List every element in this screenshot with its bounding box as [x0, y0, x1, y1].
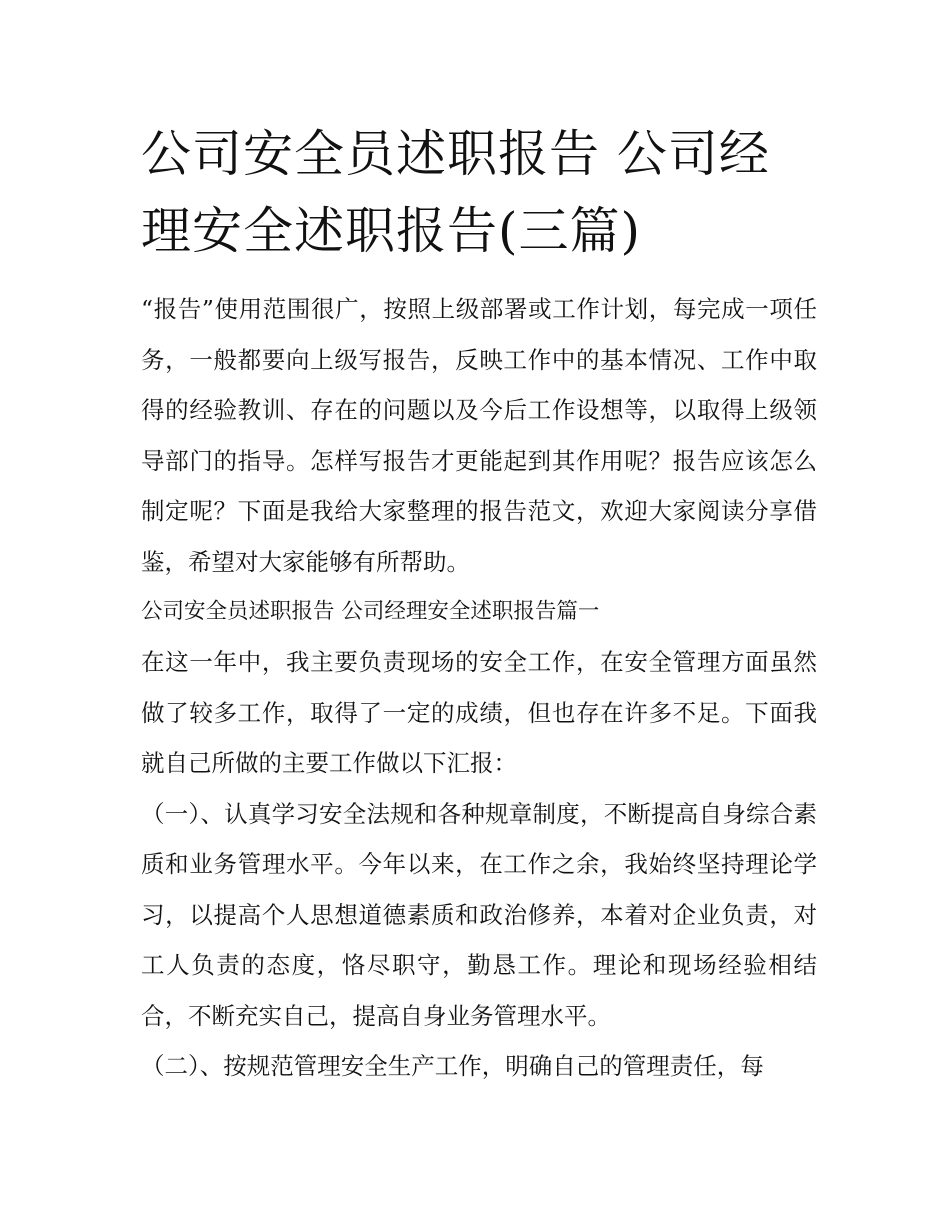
- intro-paragraph: “报告”使用范围很广，按照上级部署或工作计划，每完成一项任务，一般都要向上级写报告，反映工作中的基本情况、工作中取得的经验教训、存在的问题以及今后工作设想等，以取得上级领导部门的指导。怎样写报告才更能起到其作用呢？报告应该怎么制定呢？下面是我给大家整理的报告范文，欢迎大家阅读分享借鉴，希望对大家能够有所帮助。: [141, 295, 817, 576]
- document-body: [141, 116, 817, 1092]
- section-heading: 公司安全员述职报告 公司经理安全述职报告篇一: [141, 599, 600, 624]
- document-title: 公司安全员述职报告 公司经理安全述职报告(三篇): [141, 125, 770, 260]
- body-paragraph: 在这一年中，我主要负责现场的安全工作，在安全管理方面虽然做了较多工作，取得了一定的成绩，但也存在许多不足。下面我就自己所做的主要工作做以下汇报：: [141, 648, 817, 777]
- body-paragraph: （二）、按规范管理安全生产工作，明确自己的管理责任，每: [141, 1052, 764, 1080]
- body-paragraph: （一）、认真学习安全法规和各种规章制度，不断提高自身综合素质和业务管理水平。今年以来，在工作之余，我始终坚持理论学习，以提高个人思想道德素质和政治修养，本着对企业负责，对工人负责的态度，恪尽职守，勤恳工作。理论和现场经验相结合，不断充实自己，提高自身业务管理水平。: [141, 799, 817, 1030]
